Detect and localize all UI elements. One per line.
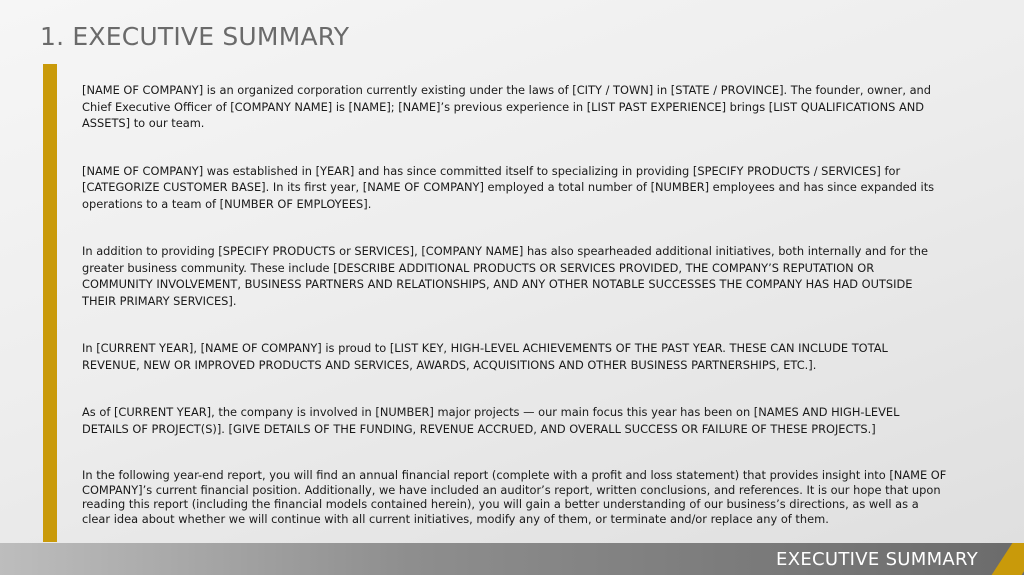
footer-bar — [0, 543, 1024, 575]
paragraph-company-overview: [NAME OF COMPANY] is an organized corporation currently existing under the laws of [CITY / TOWN] in [STATE / PROVINCE]. The founder, owner, and Chief Executive Officer of [COMPANY NAME] is [NAME]; [NAME]’s previous experience in [LIST PAST EXPERIENCE] brings [LIST QUALIFICATIONS AND ASSETS] to our team. — [82, 83, 932, 130]
paragraph-projects: As of [CURRENT YEAR], the company is involved in [NUMBER] major projects — our main focus this year has been on [NAMES AND HIGH-LEVEL DETAILS OF PROJECT(S)]. [GIVE DETAILS OF THE FUNDING, REVENUE ACCRUED, AND OVERALL SUCCESS OR FAILURE OF THESE PROJECTS.] — [82, 405, 900, 436]
summary-body — [82, 82, 948, 526]
footer-accent-stripe — [992, 543, 1024, 575]
paragraph-establishment: [NAME OF COMPANY] was established in [YEAR] and has since committed itself to specializing in providing [SPECIFY PRODUCTS / SERVICES] for [CATEGORIZE CUSTOMER BASE]. In its first year, [NAME OF COMPANY] employed a total number of [NUMBER] employees and has since expanded its operations to a team of [NUMBER OF EMPLOYEES]. — [82, 163, 935, 211]
slide-title: 1. EXECUTIVE SUMMARY — [40, 22, 350, 51]
paragraph-achievements: In [CURRENT YEAR], [NAME OF COMPANY] is proud to [LIST KEY, HIGH-LEVEL ACHIEVEMENTS OF THE PAST YEAR. THESE CAN INCLUDE TOTAL REVENUE, NEW OR IMPROVED PRODUCTS AND SERVICES, AWARDS, ACQUISITIONS AND OTHER BUSINESS PARTNERSHIPS, ETC.]. — [82, 341, 888, 372]
footer-label: EXECUTIVE SUMMARY — [776, 549, 978, 570]
accent-bar — [43, 64, 57, 542]
paragraph-report-overview: In the following year-end report, you will find an annual financial report (complete with a profit and loss statement) that provides insight into [NAME OF COMPANY]’s current financial position. Additionally, we have included an auditor’s report, written conclusions, and references. It is our hope that upon reading this report (including the financial models contained herein), you will gain a better understanding of our business’s directions, as well as a clear idea about whether we will continue with all current initiatives, modify any of them, or terminate and/or replace any of them. — [82, 468, 947, 526]
paragraph-initiatives: In addition to providing [SPECIFY PRODUCTS or SERVICES], [COMPANY NAME] has also spearheaded additional initiatives, both internally and for the greater business community. These include [DESCRIBE ADDITIONAL PRODUCTS OR SERVICES PROVIDED, THE COMPANY’S REPUTATION OR COMMUNITY INVOLVEMENT, BUSINESS PARTNERS AND RELATIONSHIPS, AND ANY OTHER NOTABLE SUCCESSES THE COMPANY HAS HAD OUTSIDE THEIR PRIMARY SERVICES]. — [82, 244, 928, 308]
